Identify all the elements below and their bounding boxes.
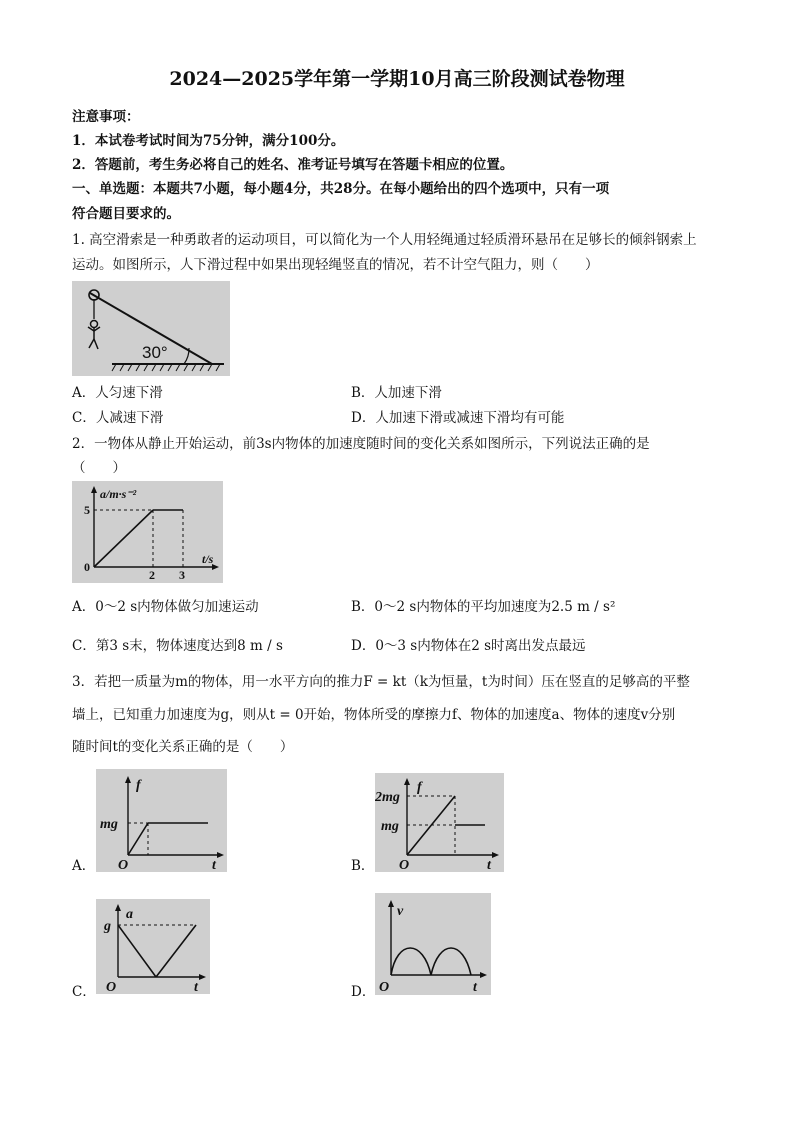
q1-line2: 运动。如图所示，人下滑过程中如果出现轻绳竖直的情况，若不计空气阻力，则（ ） (72, 257, 599, 273)
arrow-icon (115, 904, 121, 911)
q3-option-b-label: B． (351, 858, 375, 874)
q1-option-d: D．人加速下滑或减速下滑均有可能 (351, 410, 565, 426)
mg-label: mg (100, 817, 118, 832)
section-heading-line2: 符合题目要求的。 (72, 206, 180, 222)
arrow-icon (404, 778, 410, 785)
q2-option-d: D．0～3 s内物体在2 s时离出发点最远 (351, 638, 586, 654)
q3-line1: 3．若把一质量为m的物体，用一水平方向的推力F = kt（k为恒量，t为时间）压在竖直的足够高的平整 (72, 674, 690, 690)
q3-figure-a (96, 769, 227, 872)
q2-line1: 2．一物体从静止开始运动，前3s内物体的加速度随时间的变化关系如图所示，下列说法正确的是 (72, 436, 650, 452)
accel-down (118, 925, 156, 977)
page-title: 2024—2025学年第一学期10月高三阶段测试卷物理 (169, 68, 625, 90)
q3-option-a-label: A． (72, 858, 96, 874)
g-label: g (104, 919, 111, 934)
q1-option-b: B．人加速下滑 (351, 385, 442, 401)
q1-option-a: A．人匀速下滑 (72, 385, 163, 401)
q3-line3: 随时间t的变化关系正确的是（ ） (72, 739, 294, 755)
arrow-icon (480, 972, 487, 978)
origin-label: O (379, 980, 390, 995)
axis-label: t (473, 980, 477, 995)
mg-label: mg (381, 819, 399, 834)
axis-label: a (126, 907, 133, 922)
q3-option-c-label: C． (72, 984, 96, 1000)
x-tick-3: 3 (179, 568, 185, 582)
axis-label: v (397, 904, 404, 919)
angle-label: 30° (142, 343, 168, 362)
section-heading-line1: 一、单选题：本题共7小题，每小题4分，共28分。在每小题给出的四个选项中，只有一项 (72, 181, 610, 197)
person-figure (88, 321, 100, 350)
axis-label: t (194, 980, 198, 994)
y-tick-5: 5 (84, 503, 90, 517)
x-tick-2: 2 (149, 568, 155, 582)
velocity-arc-1 (391, 948, 431, 975)
arrow-icon (125, 776, 131, 783)
q2-option-a: A．0～2 s内物体做匀加速运动 (72, 599, 259, 615)
q3-line2: 墙上，已知重力加速度为g，则从t = 0开始，物体所受的摩擦力f、物体的加速度a、物体的速度v分别 (72, 707, 676, 723)
q2-option-b: B．0～2 s内物体的平均加速度为2.5 m / s² (351, 599, 616, 615)
q1-line1: 1. 高空滑索是一种勇敢者的运动项目，可以简化为一个人用轻绳通过轻质滑环悬吊在足够长的倾斜钢索上 (72, 232, 697, 248)
q3-figure-b (375, 773, 504, 872)
q2-option-c: C．第3 s末，物体速度达到8 m / s (72, 638, 283, 654)
acceleration-ramp (94, 510, 153, 567)
friction-ramp (128, 823, 148, 855)
q3-option-d-label: D． (351, 984, 376, 1000)
arrow-icon (492, 852, 499, 858)
velocity-arc-2 (431, 948, 471, 975)
q2-figure (72, 481, 223, 583)
origin-label: O (118, 858, 129, 872)
origin-label: O (106, 980, 117, 994)
origin-label: O (399, 858, 410, 872)
accel-up (156, 925, 196, 977)
y-axis-arrow-icon (91, 486, 97, 493)
q1-figure (72, 281, 230, 376)
y-axis-label: a/m·s⁻² (100, 487, 137, 501)
q3-figure-d (375, 893, 491, 995)
origin-label: 0 (84, 560, 90, 574)
axis-label: f (136, 778, 141, 793)
notice-item-1: 1．本试卷考试时间为75分钟，满分100分。 (72, 133, 345, 149)
q1-option-c: C．人减速下滑 (72, 410, 164, 426)
q2-line2: （ ） (72, 460, 126, 476)
notice-heading: 注意事项： (72, 109, 140, 125)
arrow-icon (217, 852, 224, 858)
arrow-icon (388, 900, 394, 907)
x-axis-label: t/s (202, 552, 214, 566)
axis-label: f (417, 780, 422, 795)
axis-label: t (212, 858, 216, 872)
q3-figure-c (96, 899, 210, 994)
arrow-icon (199, 974, 206, 980)
notice-item-2: 2．答题前，考生务必将自己的姓名、准考证号填写在答题卡相应的位置。 (72, 157, 514, 173)
2mg-label: 2mg (375, 790, 400, 805)
axis-label: t (487, 858, 491, 872)
ground-hatching (112, 364, 220, 371)
